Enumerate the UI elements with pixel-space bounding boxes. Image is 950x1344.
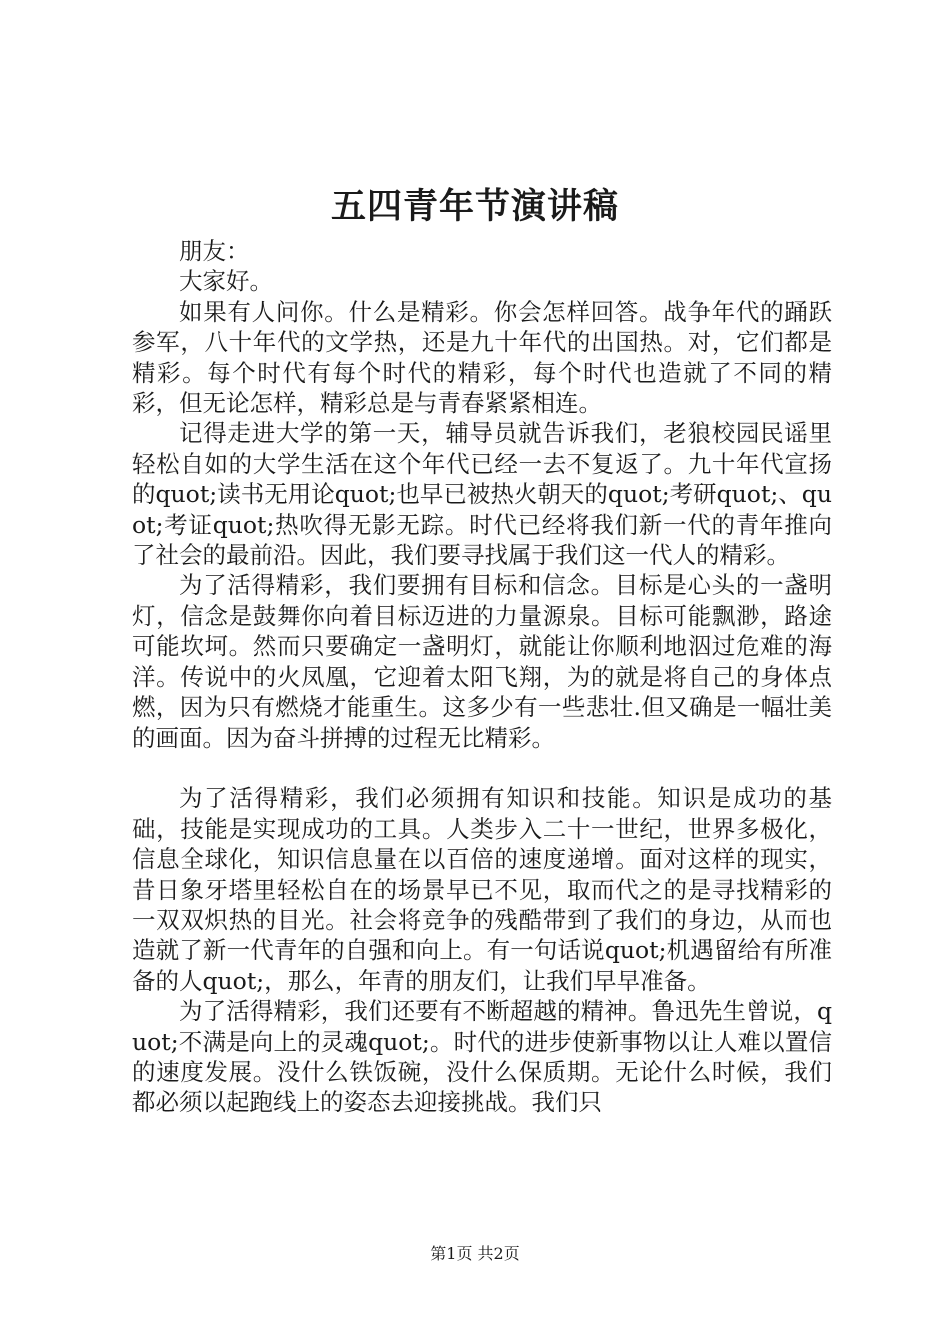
paragraph-3: 为了活得精彩，我们要拥有目标和信念。目标是心头的一盏明灯，信念是鼓舞你向着目标迈进的力量源泉。目标可能飘渺，路途可能坎坷。然而只要确定一盏明灯，就能让你顺利地泅过危难的海洋。传说中的火凤凰，它迎着太阳飞翔，为的就是将自己的身体点燃，因为只有燃烧才能重生。这多少有一些悲壮.但又确是一幅壮美的画面。因为奋斗拼搏的过程无比精彩。 xyxy=(132,571,832,752)
document-title: 五四青年节演讲稿 xyxy=(330,186,619,227)
greeting: 大家好。 xyxy=(179,267,273,296)
page-footer: 第1页 共2页 xyxy=(430,1244,520,1263)
document-body xyxy=(132,236,832,1118)
salutation: 朋友： xyxy=(179,237,250,265)
paragraph-4: 为了活得精彩，我们必须拥有知识和技能。知识是成功的基础，技能是实现成功的工具。人类步入二十一世纪，世界多极化，信息全球化，知识信息量在以百倍的速度递增。面对这样的现实，昔日象牙塔里轻松自在的场景早已不见，取而代之的是寻找精彩的一双双炽热的目光。社会将竞争的残酷带到了我们的身边，从而也造就了新一代青年的自强和向上。有一句话说quot;机遇留给有所准备的人quot;，那么，年青的朋友们，让我们早早准备。 xyxy=(132,784,832,995)
paragraph-1: 如果有人问你。什么是精彩。你会怎样回答。战争年代的踊跃参军，八十年代的文学热，还是九十年代的出国热。对，它们都是精彩。每个时代有每个时代的精彩，每个时代也造就了不同的精彩，但无论怎样，精彩总是与青春紧紧相连。 xyxy=(132,297,832,418)
paragraph-2: 记得走进大学的第一天，辅导员就告诉我们，老狼校园民谣里轻松自如的大学生活在这个年代已经一去不复返了。九十年代宣扬的quot;读书无用论quot;也早已被热火朝天的quot;考研quot;、quot;考证quot;热吹得无影无踪。时代已经将我们新一代的青年推向了社会的最前沿。因此，我们要寻找属于我们这一代人的精彩。 xyxy=(132,419,832,570)
paragraph-5: 为了活得精彩，我们还要有不断超越的精神。鲁迅先生曾说，quot;不满是向上的灵魂quot;。时代的进步使新事物以让人难以置信的速度发展。没什么铁饭碗，没什么保质期。无论什么时候，我们都必须以起跑线上的姿态去迎接挑战。我们只 xyxy=(132,997,832,1117)
